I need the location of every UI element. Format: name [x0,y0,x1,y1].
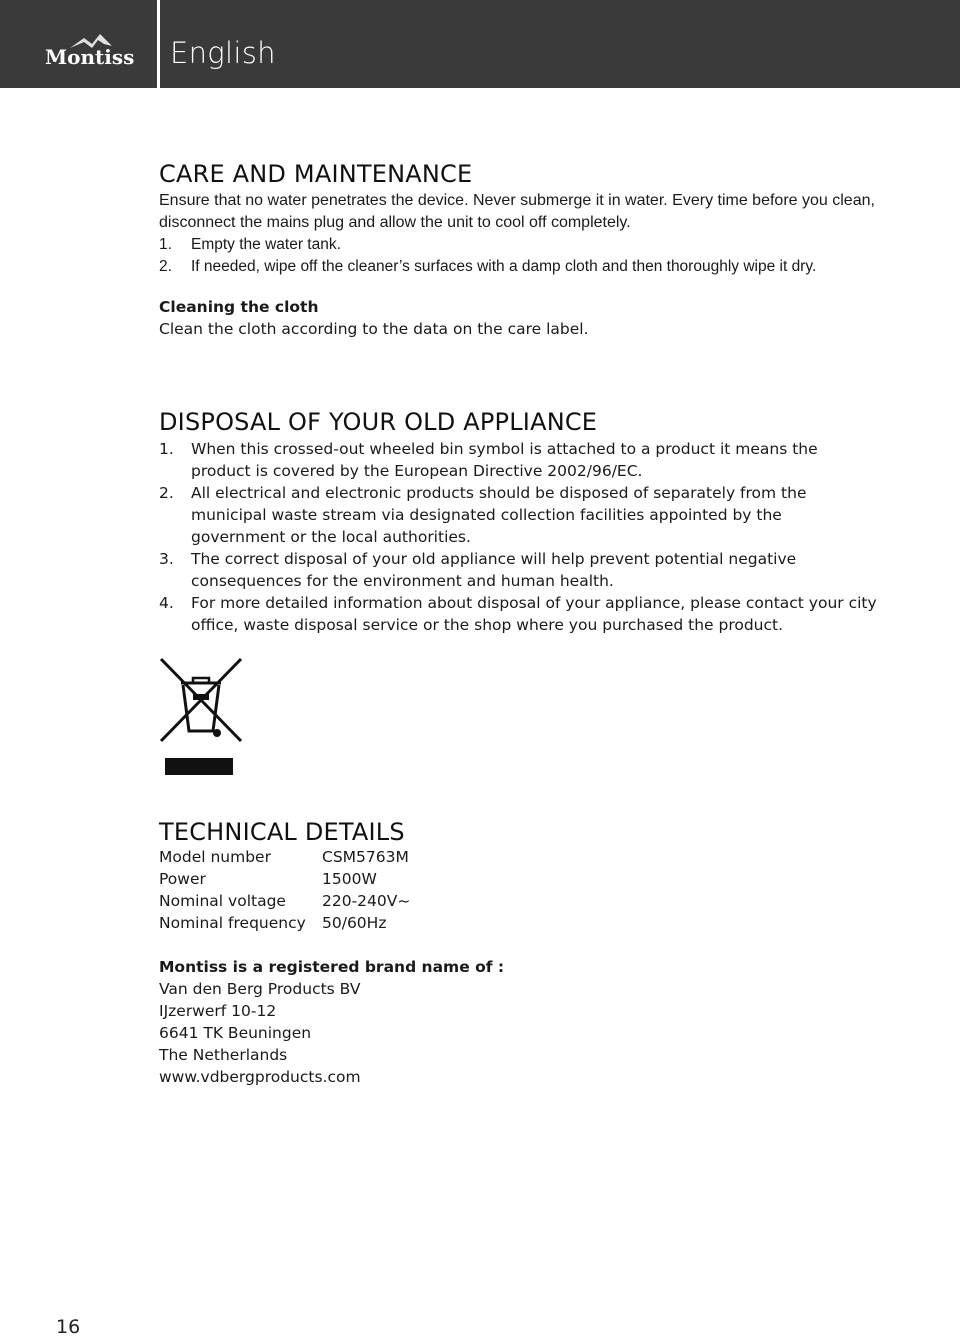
language-banner [160,0,960,88]
language-label: English [170,36,276,70]
disposal-list [159,438,879,636]
cloth-text: Clean the cloth according to the data on the care label. [159,320,589,338]
crossed-out-wheeled-bin-icon [159,657,243,777]
brand-name: Montiss [45,45,135,69]
table-row [159,846,879,868]
disposal-item [159,548,879,592]
page-header [0,0,960,88]
care-steps [159,234,879,278]
address-line: The Netherlands [159,1046,288,1064]
website-link: www.vdbergproducts.com [159,1068,361,1086]
disposal-item-number: 2. [159,484,174,502]
table-row [159,868,879,890]
care-step-text: If needed, wipe off the cleaner’s surfaces with a damp cloth and then thoroughly wipe it dry. [191,258,817,275]
spec-label: Nominal voltage [159,892,286,910]
brand-info-heading: Montiss is a registered brand name of : [159,958,505,976]
spec-label: Power [159,870,206,888]
care-title: CARE AND MAINTENANCE [159,160,473,188]
spec-label: Nominal frequency [159,914,306,932]
spec-value: 220-240V~ [322,892,411,910]
brand-logo [0,0,157,88]
disposal-item-number: 4. [159,594,174,612]
address-line: IJzerwerf 10-12 [159,1002,277,1020]
disposal-item-text: All electrical and electronic products should be disposed of separately from the municipal waste stream via designated collection facilities appointed by the government or the local authorities. [191,484,807,546]
main-content [159,160,879,636]
page-number: 16 [56,1316,81,1338]
technical-table [159,846,879,934]
technical-title: TECHNICAL DETAILS [159,818,405,846]
table-row [159,890,879,912]
disposal-item-text: For more detailed information about disposal of your appliance, please contact your city office, waste disposal service or the shop where you purchased the product. [191,594,877,634]
care-intro: Ensure that no water penetrates the device. Never submerge it in water. Every time before you clean, disconnect the mains plug and allow the unit to cool off completely. [159,192,875,231]
disposal-item-number: 1. [159,440,174,458]
care-step [159,256,879,278]
disposal-item-text: When this crossed-out wheeled bin symbol is attached to a product it means the product is covered by the European Directive 2002/96/EC. [191,440,818,480]
spec-value: 50/60Hz [322,914,387,932]
disposal-item [159,482,879,548]
spec-value: 1500W [322,870,377,888]
disposal-item [159,438,879,482]
care-step [159,234,879,256]
mountain-logo-icon [0,0,157,88]
address-line: Van den Berg Products BV [159,980,361,998]
disposal-title: DISPOSAL OF YOUR OLD APPLIANCE [159,408,598,436]
disposal-item-text: The correct disposal of your old appliance will help prevent potential negative consequences for the environment and human health. [191,550,797,590]
care-step-number: 1. [159,236,172,253]
address-line: 6641 TK Beuningen [159,1024,312,1042]
disposal-item-number: 3. [159,550,174,568]
disposal-item [159,592,879,636]
technical-section [159,818,879,1088]
care-step-text: Empty the water tank. [191,236,341,253]
care-step-number: 2. [159,258,172,275]
spec-value: CSM5763M [322,848,409,866]
table-row [159,912,879,934]
spec-label: Model number [159,848,271,866]
cloth-title: Cleaning the cloth [159,298,319,316]
